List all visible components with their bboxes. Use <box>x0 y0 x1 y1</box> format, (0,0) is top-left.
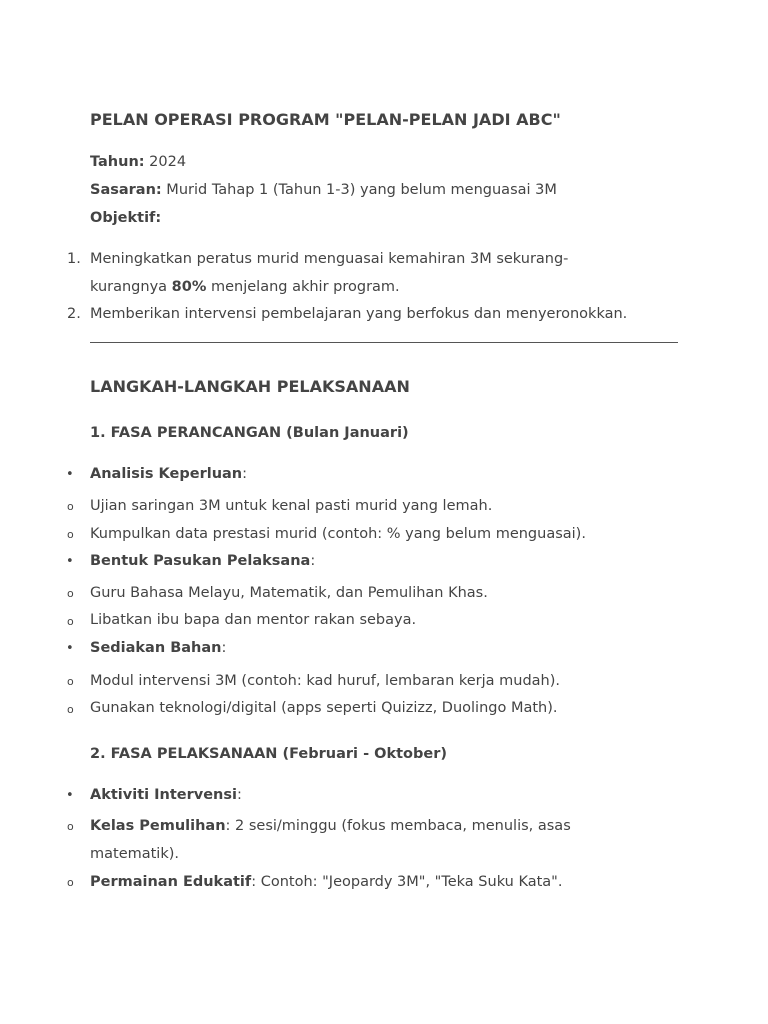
sub-list-item <box>90 872 562 892</box>
objective-1-line1: Meningkatkan peratus murid menguasai kemahiran 3M sekurang- <box>90 251 569 267</box>
tahun-line <box>90 152 186 172</box>
circle-bullet-icon: o <box>67 500 74 513</box>
list-item-label: Analisis Keperluan <box>90 466 243 482</box>
objective-1-line2 <box>90 277 400 297</box>
sub-list-item-continuation: matematik). <box>90 846 180 862</box>
sasaran-value: Murid Tahap 1 (Tahun 1-3) yang belum menguasai 3M <box>161 182 557 198</box>
list-item-label: Aktiviti Intervensi <box>90 787 237 803</box>
objective-number: 2. <box>67 306 81 322</box>
list-item-suffix: : <box>242 466 248 482</box>
circle-bullet-icon: o <box>67 675 74 688</box>
bullet-icon: • <box>66 641 74 656</box>
list-item <box>90 464 247 484</box>
circle-bullet-icon: o <box>67 876 74 889</box>
sub-list-item-label: Permainan Edukatif <box>90 874 252 890</box>
sub-list-item-label: Kelas Pemulihan <box>90 818 226 834</box>
objective-1-pre: kurangnya <box>90 279 172 295</box>
objektif-label: Objektif: <box>90 210 162 226</box>
sub-list-item: Ujian saringan 3M untuk kenal pasti murid yang lemah. <box>90 498 493 514</box>
list-item-suffix: : <box>221 640 227 656</box>
sub-list-item-text: : 2 sesi/minggu (fokus membaca, menulis, asas <box>225 818 571 834</box>
sub-list-item: Gunakan teknologi/digital (apps seperti Quizizz, Duolingo Math). <box>90 700 558 716</box>
circle-bullet-icon: o <box>67 615 74 628</box>
list-item-label: Sediakan Bahan <box>90 640 222 656</box>
bullet-icon: • <box>66 788 74 803</box>
objective-2-text: Memberikan intervensi pembelajaran yang berfokus dan menyeronokkan. <box>90 306 628 322</box>
sub-list-item <box>90 816 571 836</box>
sub-list-item: Libatkan ibu bapa dan mentor rakan sebaya. <box>90 612 417 628</box>
list-item-suffix: : <box>310 553 316 569</box>
objective-1-bold: 80% <box>171 279 207 295</box>
phase2-title: 2. FASA PELAKSANAAN (Februari - Oktober) <box>90 746 447 762</box>
circle-bullet-icon: o <box>67 820 74 833</box>
bullet-icon: • <box>66 467 74 482</box>
objektif-line <box>90 208 161 228</box>
section-title: LANGKAH-LANGKAH PELAKSANAAN <box>90 377 410 396</box>
circle-bullet-icon: o <box>67 587 74 600</box>
list-item-suffix: : <box>236 787 242 803</box>
list-item <box>90 785 242 805</box>
sub-list-item: Kumpulkan data prestasi murid (contoh: % yang belum menguasai). <box>90 526 586 542</box>
tahun-value: 2024 <box>144 154 187 170</box>
sub-list-item: Guru Bahasa Melayu, Matematik, dan Pemulihan Khas. <box>90 585 488 601</box>
sasaran-line <box>90 180 557 200</box>
phase1-title: 1. FASA PERANCANGAN (Bulan Januari) <box>90 425 409 441</box>
objective-number: 1. <box>67 251 81 267</box>
objective-1-post: menjelang akhir program. <box>206 279 400 295</box>
list-item-label: Bentuk Pasukan Pelaksana <box>90 553 311 569</box>
circle-bullet-icon: o <box>67 528 74 541</box>
list-item <box>90 638 226 658</box>
bullet-icon: • <box>66 554 74 569</box>
sub-list-item-text: : Contoh: "Jeopardy 3M", "Teka Suku Kata". <box>251 874 563 890</box>
horizontal-divider <box>90 342 678 343</box>
sub-list-item: Modul intervensi 3M (contoh: kad huruf, lembaran kerja mudah). <box>90 673 561 689</box>
tahun-label: Tahun: <box>90 154 145 170</box>
list-item <box>90 551 315 571</box>
document-title: PELAN OPERASI PROGRAM "PELAN-PELAN JADI ABC" <box>90 110 561 129</box>
sasaran-label: Sasaran: <box>90 182 162 198</box>
circle-bullet-icon: o <box>67 703 74 716</box>
